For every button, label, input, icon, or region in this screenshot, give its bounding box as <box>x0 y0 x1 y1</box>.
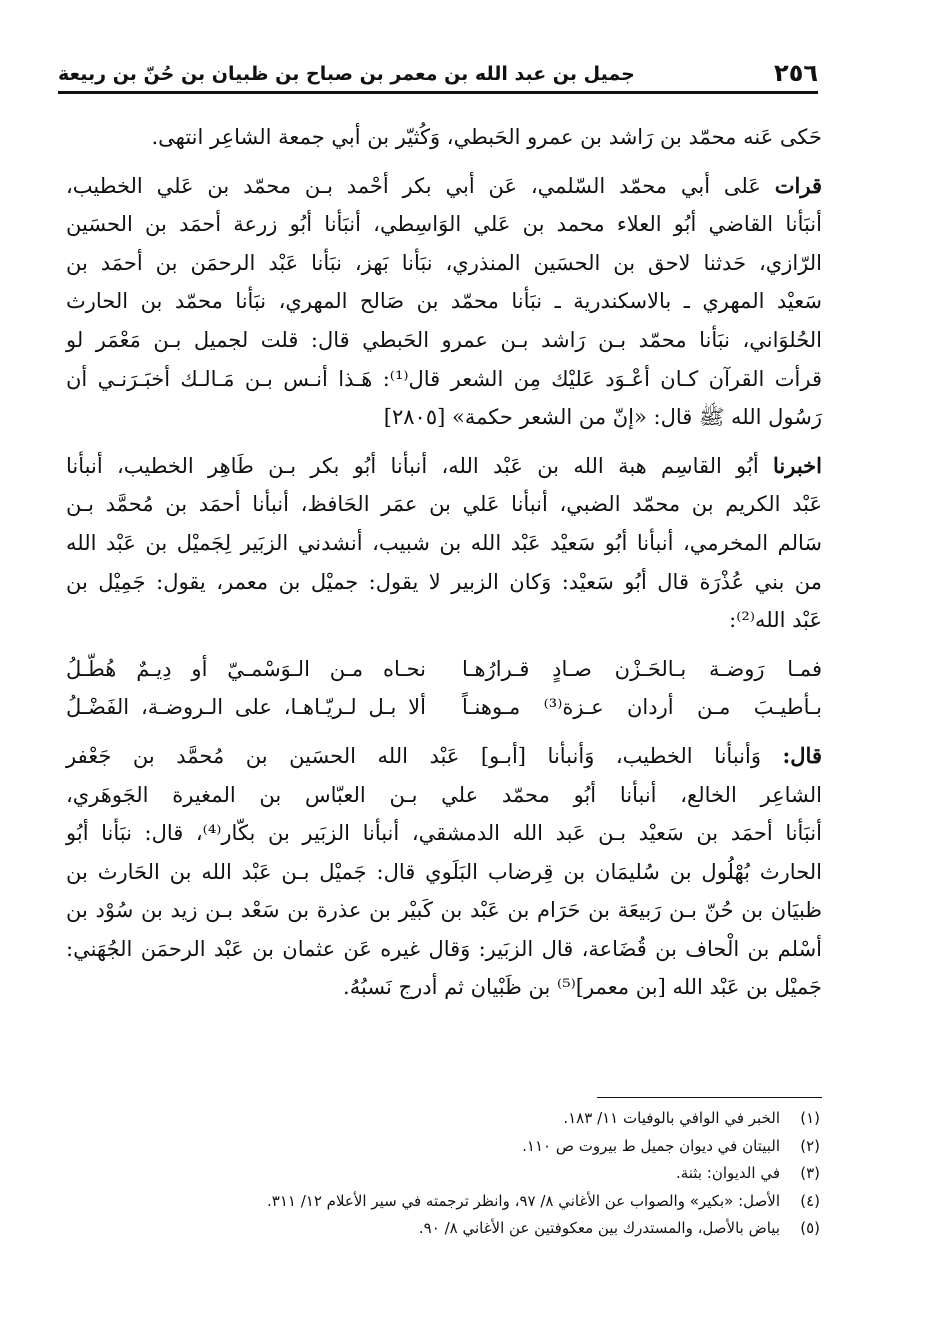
footnote-number: (٢) <box>800 1136 820 1155</box>
paragraph-line: الحُلوَاني، نبَأنا محمّد بـن رَاشد بـن عمرو الحَبطي قال: قلت لجميل بـن مَعْمَر لو <box>66 327 822 352</box>
paragraph-lead: اخبرنا <box>773 452 822 478</box>
paragraph-lead: قرات <box>774 172 822 198</box>
poem-verse <box>66 688 822 727</box>
footnote-number: (٥) <box>800 1219 820 1237</box>
footnote <box>100 1160 820 1188</box>
footnote-text: البيتان في ديوان جميل ط بيروت ص ١١٠. <box>522 1136 780 1155</box>
paragraph-line: اخبرنا أبُو القاسِم هبة الله بن عَبْد الله، أنبأنا أبُو بكر بـن طَاهِر الخطيب، أنبأنا <box>66 452 822 478</box>
footnote-number: (١) <box>800 1109 820 1127</box>
footnote <box>100 1188 820 1216</box>
running-title: جميل بن عبد الله بن معمر بن صباح بن ظبيان بن حُنّ بن ربيعة <box>58 63 635 85</box>
poem-verse <box>66 650 822 689</box>
verse-first-hemistich: فمـا رَوضـة بـالحَـزْن صـادٍ قـرارُهـا <box>462 656 822 681</box>
verse-second-hemistich: ألا بـل لـريّـاهـا، على الـروضـة، الفَضْـلُ <box>66 695 426 720</box>
paragraph-line: جَميْل بن عَبْد الله [بن معمر]⁽⁵⁾ بن ظَبْيان ثم أدرج نَسبُهُ. <box>343 975 822 1000</box>
paragraph-line: الشاعِر الخالع، أنبأنا أبُو محمّد علي بـن العبّاس بن المغيرة الجَوهَري، <box>66 782 822 807</box>
paragraph-line: قرأت القرآن كـان أعْـوَد عَليْك مِن الشعر قال⁽¹⁾: هَـذا أنـس بـن مَـالـك أخبَـرَنـي أن <box>66 366 822 391</box>
paragraph-line: حَكى عَنه محمّد بن رَاشد بن عمرو الحَبطي، وَكُثيّر بن أبي جمعة الشاعِر انتهى. <box>151 125 822 149</box>
paragraph-line: ظبيَان بن حُنّ بـن رَبيعَة بن حَرَام بن عَبْد بن كَبيْر بن عذرة بن سَعْد بـن زيد بن سُوْد بن <box>66 898 822 923</box>
paragraph-lead: قال: <box>782 742 822 768</box>
footnote-number: (٣) <box>800 1164 820 1182</box>
paragraph-line: الرّازي، حَدثنا لاحق بن الحسَين المنذري، نبَأنا بَهز، نبَأنا عَبْد الرحمَن بن أحمَد بن <box>66 250 822 275</box>
paragraph-line: الحارث بُهْلُول بن سُليمَان بن قِرضاب البَلَوي قال: جَميْل بـن عَبْد الله بن الحَارث بن <box>66 859 822 884</box>
footnote-text: بياض بالأصل، والمستدرك بين معكوفتين عن الأغاني ٨/ ٩٠. <box>418 1219 780 1237</box>
paragraph-line: سَعيْد المهري ـ بالاسكندرية ـ نبَأنا محمّد بن صَالح المهري، نبَأنا محمّد بن الحارث <box>66 289 822 314</box>
footnote-divider <box>597 1097 822 1098</box>
footnotes <box>100 1105 820 1243</box>
paragraph-line: سَالم المخرمي، أنبأنا أبُو سَعيْد عَبْد الله بن شبيب، أنشدني الزبَير لِجَميْل بن عَبْد الله <box>66 530 822 555</box>
footnote <box>100 1215 820 1243</box>
paragraph-line: عَبْد الله⁽²⁾: <box>729 608 822 633</box>
footnote-number: (٤) <box>800 1191 820 1210</box>
paragraph-line: عَبْد الكريم بن محمّد الضبي، أنبأنا عَلي بن عمَر الحَافظ، أنبأنا أحمَد بن مُحمَّد بـن <box>66 492 822 517</box>
paragraph-line: قرات عَلى أبي محمّد السّلمي، عَن أبي بكر أحْمد بـن محمّد بن عَلي الخطيب، <box>66 172 822 198</box>
paragraph-line: أسْلم بن الْحاف بن قُضَاعة، قال الزبَير: وَقال غيره عَن عثمان بن عَبْد الرحمَن الجُهَني: <box>66 936 822 961</box>
main-text <box>66 118 822 1007</box>
footnote-text: في الديوان: بثنة. <box>675 1164 780 1182</box>
footnote-text: الأصل: «بكير» والصواب عن الأغاني ٨/ ٩٧، وانظر ترجمته في سير الأعلام ١٢/ ٣١١. <box>266 1191 780 1210</box>
paragraph-line: من بني عُذْرَة قال أبُو سَعيْد: وَكان الزبير لا يقول: جميْل بن معمر، يقول: جَمِيْل بن <box>66 569 822 594</box>
paragraph-line: رَسُول الله ﷺ قال: «إنّ من الشعر حكمة» [٢٨٠٥] <box>383 405 822 430</box>
page-number: ٢٥٦ <box>774 59 818 87</box>
footnote <box>100 1105 820 1133</box>
paragraph-line: أنبَأنا القاضي أبُو العلاء محمد بن عَلي الوَاسِطي، أنبَأنا أبُو زرعة أحمَد بن الحسَين <box>66 212 822 237</box>
verse-second-hemistich: نحـاه مـن الـوَسْمـيّ أو دِيـمٌ هُطّـلُ <box>66 656 426 681</box>
verse-first-hemistich: بـأطيـبَ مـن أردان عـزة⁽³⁾ مـوهنـاً <box>462 695 822 720</box>
footnote <box>100 1133 820 1161</box>
paragraph-line: قال: وَأنبأنا الخطيب، وَأنبأنا [أبـو] عَبْد الله الحسَين بن مُحمَّد بن جَعْفر <box>66 742 822 768</box>
footnote-text: الخبر في الوافي بالوفيات ١١/ ١٨٣. <box>563 1109 780 1127</box>
page-header <box>58 55 818 94</box>
paragraph-line: أنبَأنا أحمَد بن سَعيْد بـن عَبد الله الدمشقي، أنبأنا الزبَير بن بكّار⁽⁴⁾، قال: نبَأنا أبُو <box>66 821 822 846</box>
